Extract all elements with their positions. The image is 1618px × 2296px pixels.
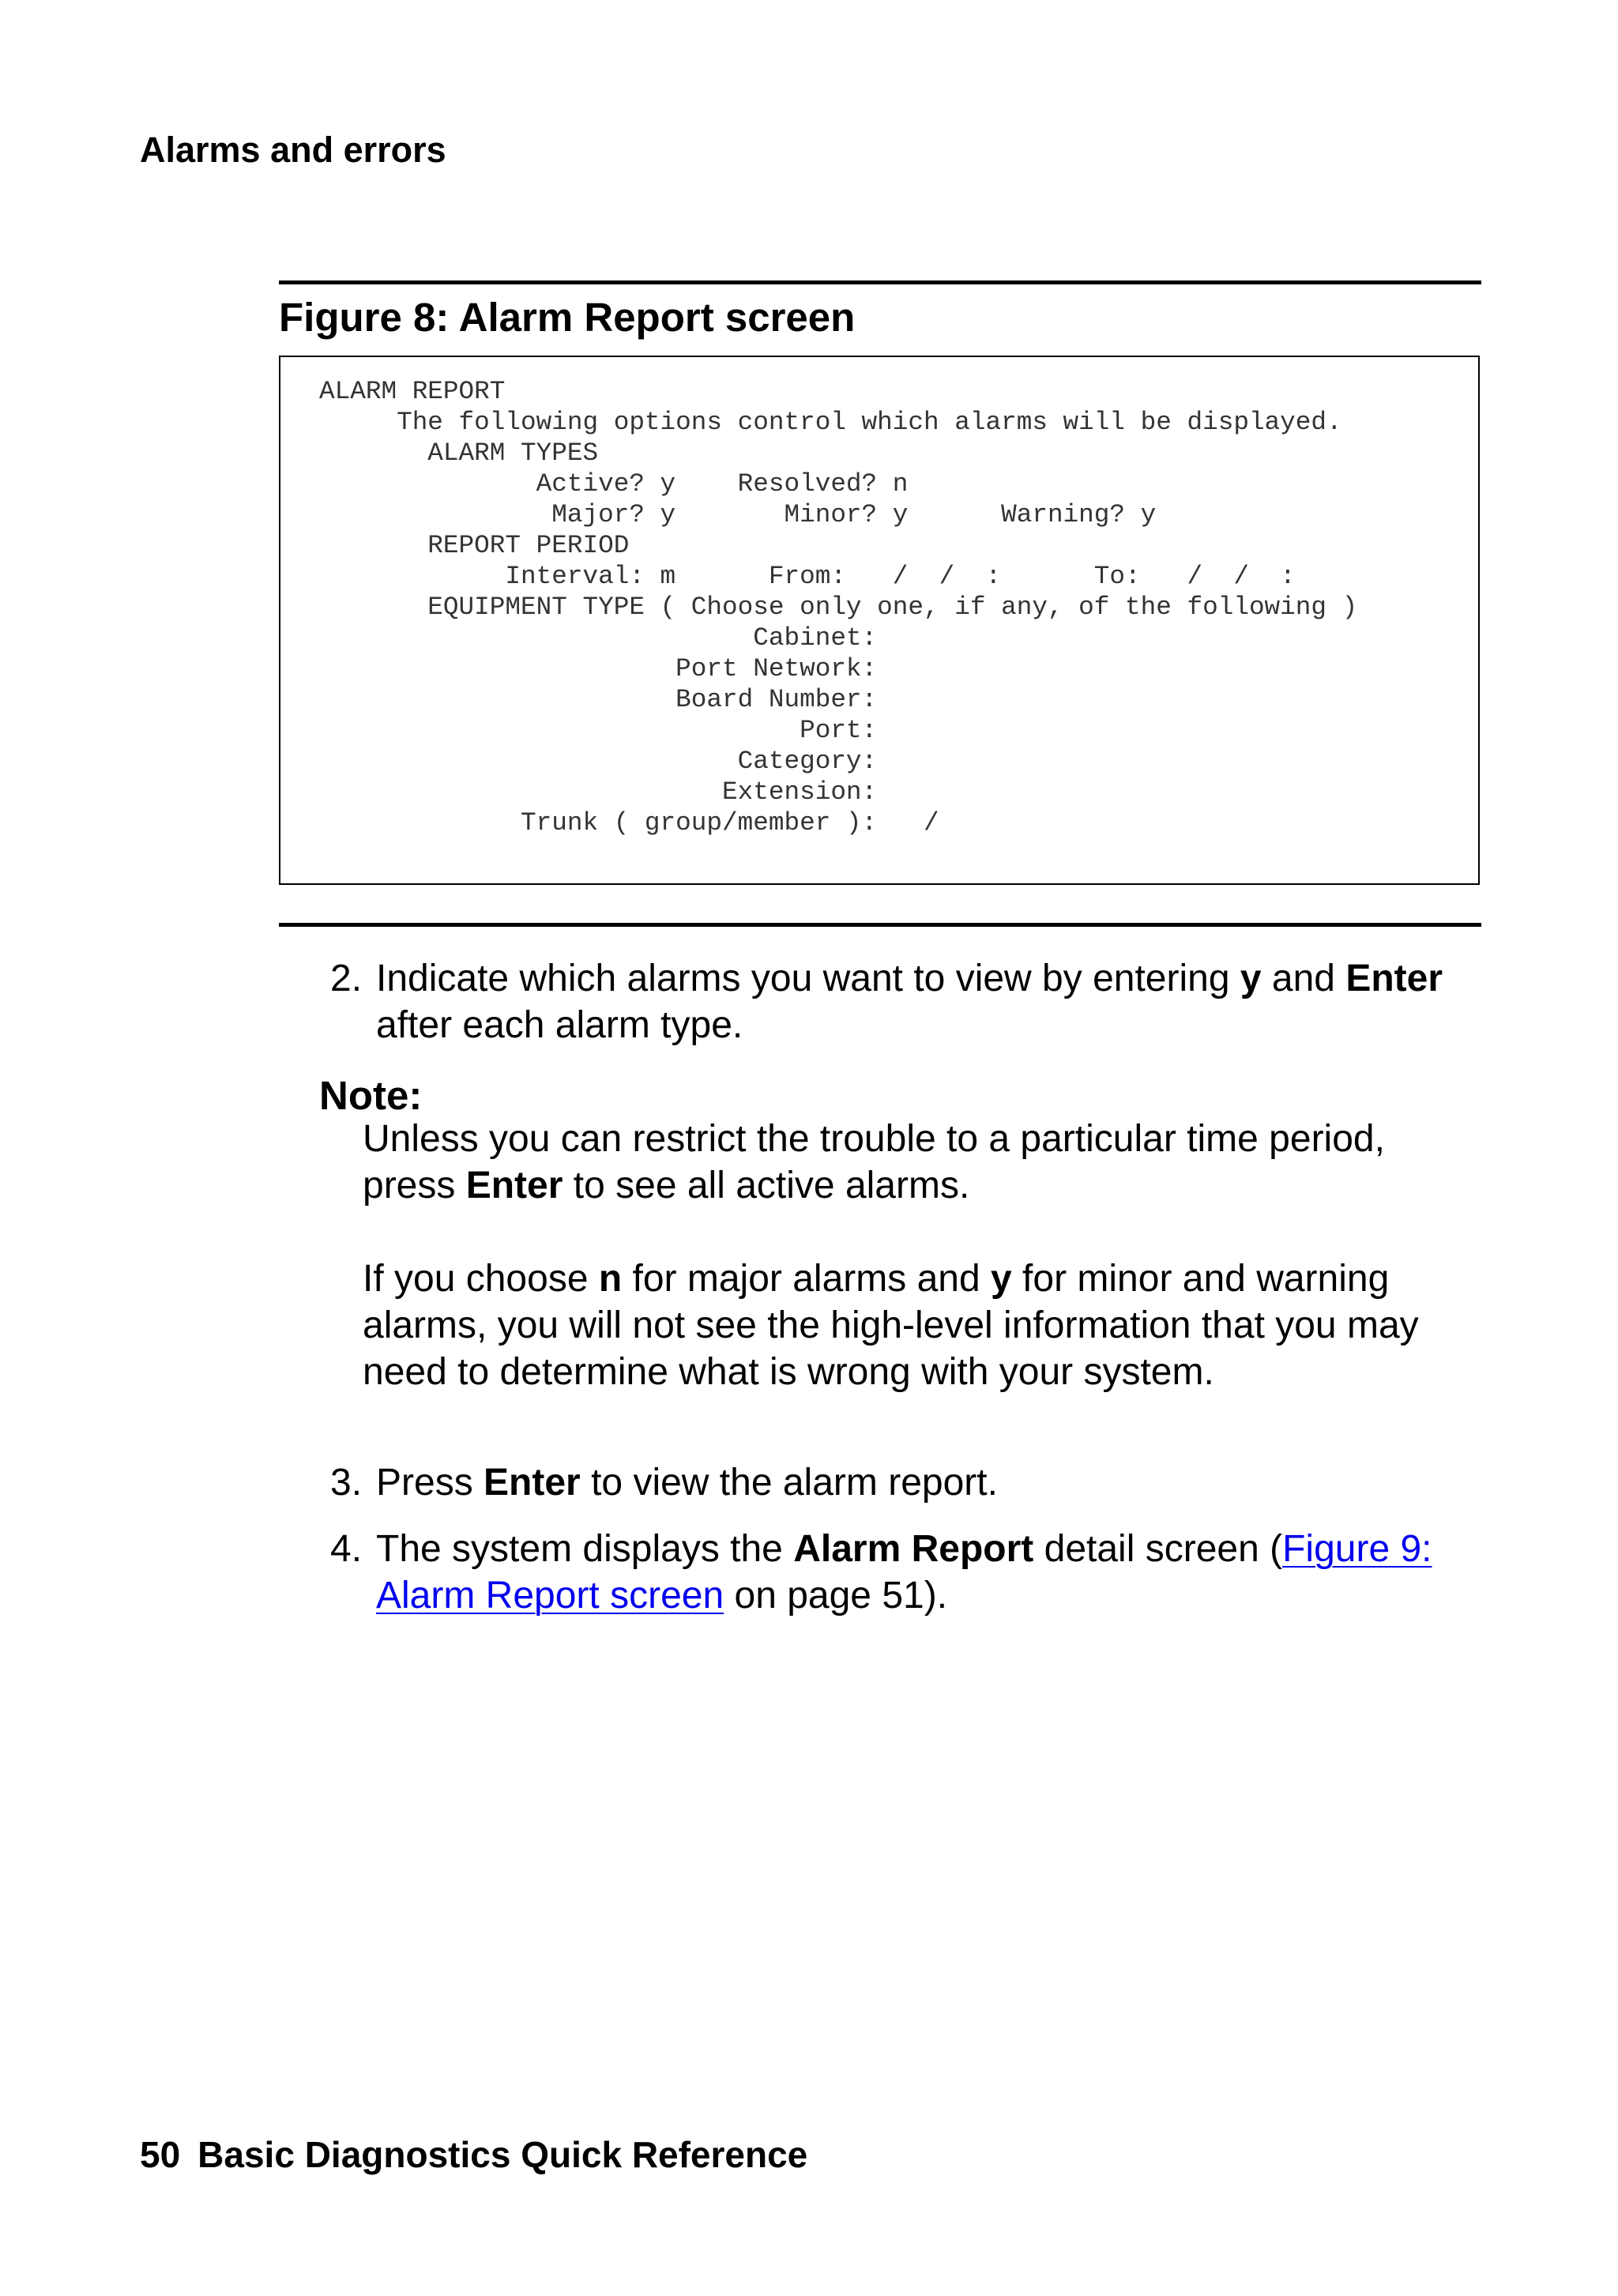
screen-line: Major? y Minor? y Warning? y: [319, 500, 1157, 529]
screen-line: Interval: m From: / / : To: / / :: [319, 562, 1296, 591]
screen-line: Category:: [319, 747, 878, 776]
step-3-text: Press Enter to view the alarm report.: [376, 1462, 998, 1504]
figure-9-cross-reference-link[interactable]: Figure 9: Alarm Report screen: [376, 1528, 1432, 1617]
screen-line: Port Network:: [319, 654, 878, 683]
screen-line: REPORT PERIOD: [319, 531, 630, 560]
figure-bottom-rule: [279, 923, 1481, 927]
step-3: [330, 1459, 1484, 1506]
screen-line: EQUIPMENT TYPE ( Choose only one, if any, of the following ): [319, 593, 1358, 622]
footer-book-title: Basic Diagnostics Quick Reference: [198, 2134, 808, 2175]
screen-line: Port:: [319, 716, 878, 745]
alarm-report-screen-box: [279, 356, 1480, 885]
screen-line: Extension:: [319, 777, 878, 807]
step-2-number: 2.: [330, 958, 363, 999]
figure-title: Figure 8: Alarm Report screen: [279, 295, 856, 340]
screen-line: Board Number:: [319, 685, 878, 714]
screen-line: Trunk ( group/member ): /: [319, 808, 939, 837]
step-4-number: 4.: [330, 1528, 363, 1570]
note-heading: Note:: [319, 1073, 423, 1118]
page-header-section-title: Alarms and errors: [140, 130, 446, 170]
note-paragraph-2: If you choose n for major alarms and y for minor and warning alarms, you will not see the high-level information that you may need to determine what is wrong with your system.: [363, 1258, 1419, 1393]
page-footer: [140, 2133, 807, 2177]
step-3-number: 3.: [330, 1462, 363, 1504]
step-2-text: Indicate which alarms you want to view by entering y and Enter after each alarm type.: [376, 958, 1443, 1046]
note-paragraph-1: Unless you can restrict the trouble to a particular time period, press Enter to see all active alarms.: [363, 1118, 1385, 1206]
step-4-text: The system displays the Alarm Report detail screen (Figure 9: Alarm Report screen on page 51).: [376, 1528, 1432, 1617]
screen-line: ALARM TYPES: [319, 438, 599, 468]
footer-page-number: 50: [140, 2134, 181, 2175]
figure-top-rule: [279, 280, 1481, 284]
screen-line: Cabinet:: [319, 623, 878, 653]
screen-line: ALARM REPORT: [319, 377, 506, 406]
step-2: [330, 955, 1484, 1048]
alarm-report-screen-text: [319, 376, 1357, 838]
screen-line: The following options control which alarms will be displayed.: [319, 408, 1342, 437]
step-4: [330, 1526, 1484, 1619]
screen-line: Active? y Resolved? n: [319, 469, 909, 499]
